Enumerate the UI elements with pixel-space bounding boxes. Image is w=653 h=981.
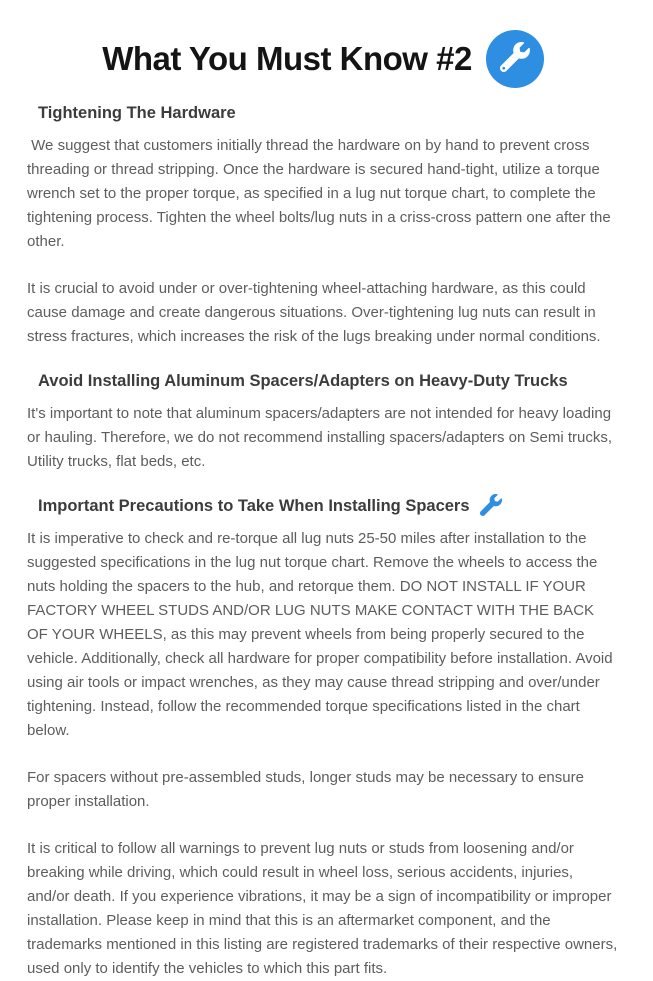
section-heading: [27, 372, 619, 391]
paragraph: For spacers without pre-assembled studs, longer studs may be necessary to ensure proper installation.: [27, 769, 589, 810]
wrench-icon: [500, 42, 530, 77]
section-heading-text: Tightening The Hardware: [38, 104, 236, 122]
section-aluminum-spacers-warning: [27, 372, 619, 474]
wrench-badge: [486, 30, 544, 88]
section-heading: [27, 104, 619, 123]
page-title: What You Must Know #2: [102, 40, 472, 77]
paragraph: It is imperative to check and re-torque all lug nuts 25-50 miles after installation to the suggested specifications in the lug nut torque chart. Remove the wheels to access the nuts holding the spacers to the hub, and retorque them. DO NOT INSTALL IF YOUR FACTORY WHEEL STUDS AND/OR LUG NUTS MAKE CONTACT WITH THE BACK OF YOUR WHEELS, as this may prevent wheels from being properly secured to the vehicle. Additionally, check all hardware for proper compatibility before installation. Avoid using air tools or impact wrenches, as they may cause thread stripping and over/under tightening. Instead, follow the recommended torque specifications listed in the chart below.: [27, 530, 617, 739]
section-important-precautions: [27, 497, 622, 981]
paragraph: It is crucial to avoid under or over-tightening wheel-attaching hardware, as this could cause damage and create dangerous situations. Over-tightening lug nuts can result in stress fractures, which increases the risk of the lugs breaking under normal conditions.: [27, 280, 601, 345]
section-heading: [27, 497, 619, 516]
section-heading-text: Important Precautions to Take When Installing Spacers: [38, 497, 470, 515]
paragraph: It is critical to follow all warnings to prevent lug nuts or studs from loosening and/or breaking while driving, which could result in wheel loss, serious accidents, injuries, and/or death. If you experience vibrations, it may be a sign of incompatibility or improper installation. Please keep in mind that this is an aftermarket component, and the trademarks mentioned in this listing are registered trademarks of their respective owners, used only to identify the vehicles to which this part fits.: [27, 840, 622, 977]
page-header: [27, 30, 619, 88]
section-tightening-hardware: [27, 104, 619, 349]
section-heading-text: Avoid Installing Aluminum Spacers/Adapters on Heavy-Duty Trucks: [38, 372, 568, 390]
paragraph: It's important to note that aluminum spacers/adapters are not intended for heavy loading or hauling. Therefore, we do not recommend installing spacers/adapters on Semi trucks, Utility trucks, flat beds, etc.: [27, 405, 617, 470]
small-wrench-icon: [480, 498, 502, 516]
paragraph: We suggest that customers initially thread the hardware on by hand to prevent cross threading or thread stripping. Once the hardware is secured hand-tight, utilize a torque wrench set to the proper torque, as specified in a lug nut torque chart, to complete the tightening process. Tighten the wheel bolts/lug nuts in a criss-cross pattern one after the other.: [27, 137, 615, 250]
